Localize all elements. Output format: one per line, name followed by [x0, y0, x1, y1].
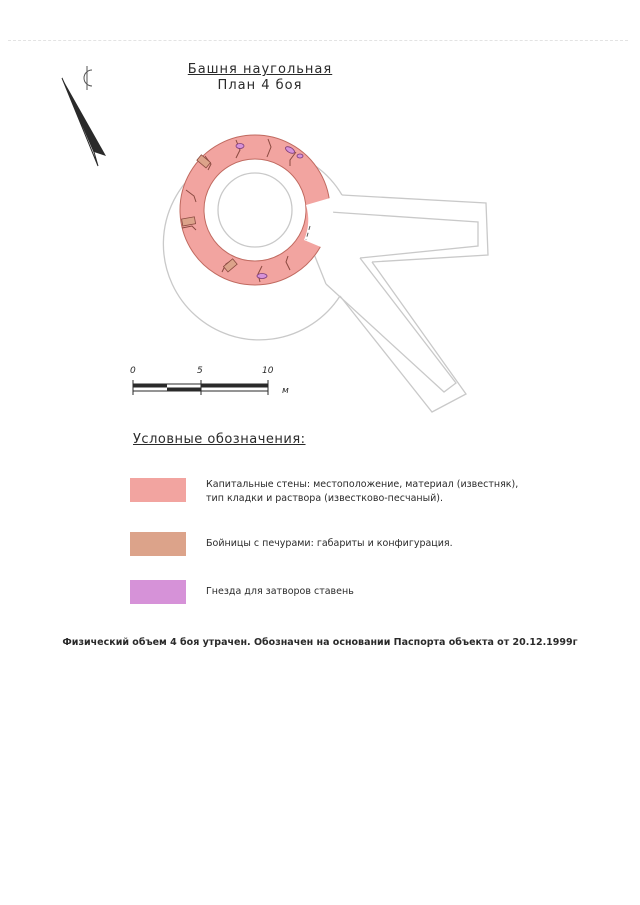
- scale-unit: м: [282, 386, 289, 396]
- legend-text-walls: Капитальные стены: местоположение, материал (известняк), тип кладки и раствора (известково-песчаный).: [206, 479, 519, 504]
- legend-swatch-embrasures: [130, 532, 186, 556]
- legend-swatch-shutters: [130, 580, 186, 604]
- scale-label-0: 0: [130, 366, 136, 376]
- legend-title: Условные обозначения:: [133, 432, 306, 447]
- north-arrow-icon: [62, 66, 106, 166]
- scale-label-5: 5: [197, 366, 203, 376]
- legend-text-shutters: Гнезда для затворов ставень: [206, 586, 354, 597]
- scale-bar: [133, 380, 268, 395]
- footnote: Физический объем 4 боя утрачен. Обозначен на основании Паспорта объекта от 20.12.1999г: [62, 637, 578, 648]
- legend-swatch-walls: [130, 478, 186, 502]
- title-line-2: План 4 боя: [217, 78, 303, 93]
- legend-text-embrasures: Бойницы с печурами: габариты и конфигурация.: [206, 538, 453, 549]
- title-line-1: Башня наугольная: [187, 62, 333, 77]
- scale-label-10: 10: [262, 366, 274, 376]
